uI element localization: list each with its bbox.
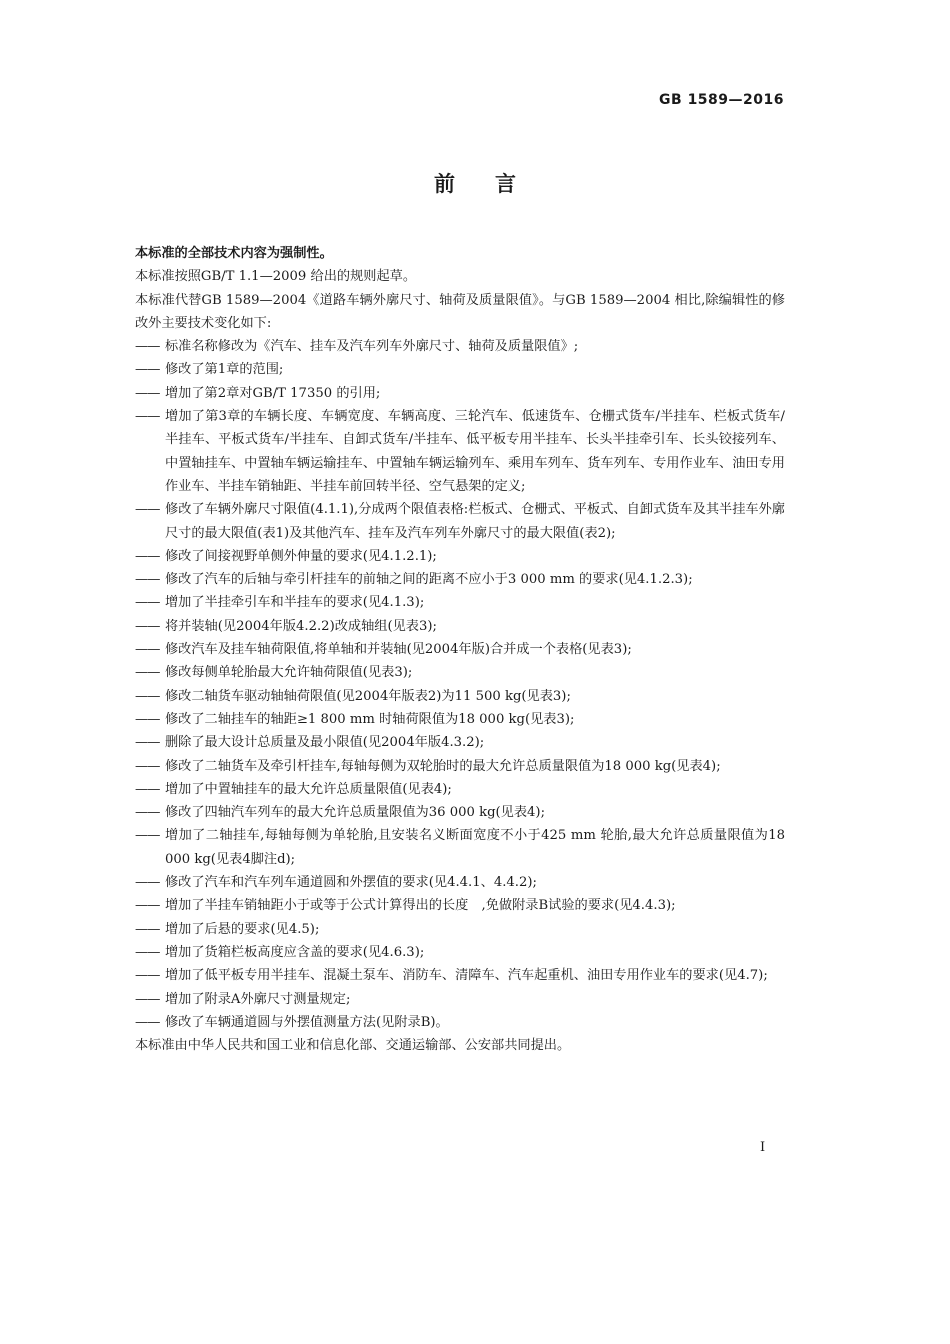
dash-marker: —— [135,572,160,588]
dash-marker: —— [135,385,160,401]
list-item [135,591,785,614]
list-item [135,335,785,358]
page-title: 前言 [434,172,556,196]
list-item [135,1011,785,1034]
list-item [135,988,785,1011]
list-item-text: 修改了车辆外廓尺寸限值(4.1.1),分成两个限值表格:栏板式、仓栅式、平板式、自卸式货车及其半挂车外廓尺寸的最大限值(表1)及其他汽车、挂车及汽车列车外廓尺寸的最大限值(表2); [165,502,785,541]
list-item [135,778,785,801]
dash-marker: —— [135,898,160,914]
list-item [135,615,785,638]
list-item [135,661,785,684]
dash-marker: —— [135,805,160,821]
dash-marker: —— [135,409,160,425]
dash-marker: —— [135,781,160,797]
list-item-text: 增加了第3章的车辆长度、车辆宽度、车辆高度、三轮汽车、低速货车、仓栅式货车/半挂车、栏板式货车/半挂车、平板式货车/半挂车、自卸式货车/半挂车、低平板专用半挂车、长头半挂牵引车、长头铰接列车、中置轴挂车、中置轴车辆运输挂车、中置轴车辆运输列车、乘用车列车、货车列车、专用作业车、油田专用作业车、半挂车销轴距、半挂车前回转半径、空气悬架的定义; [165,409,785,494]
dash-marker: —— [135,968,160,984]
list-item-text: 修改汽车及挂车轴荷限值,将单轴和并装轴(见2004年版)合并成一个表格(见表3); [165,642,632,658]
list-item-text: 增加了二轴挂车,每轴每侧为单轮胎,且安装名义断面宽度不小于425 mm 轮胎,最大允许总质量限值为18 000 kg(见表4脚注d); [165,828,785,867]
list-item [135,638,785,661]
list-item-text: 修改了间接视野单侧外伸量的要求(见4.1.2.1); [165,548,437,564]
drafting-rule-statement: 本标准按照GB/T 1.1—2009 给出的规则起草。 [135,269,417,285]
list-item [135,568,785,591]
list-item-text: 标准名称修改为《汽车、挂车及汽车列车外廓尺寸、轴荷及质量限值》; [165,339,579,355]
list-item-text: 增加了货箱栏板高度应含盖的要求(见4.6.3); [165,944,425,960]
list-item [135,871,785,894]
dash-marker: —— [135,711,160,727]
list-item [135,755,785,778]
foreword-body [135,242,785,1057]
list-item [135,731,785,754]
dash-marker: —— [135,1014,160,1030]
dash-marker: —— [135,642,160,658]
list-item [135,382,785,405]
dash-marker: —— [135,875,160,891]
dash-marker: —— [135,618,160,634]
list-item-text: 增加了半挂车销轴距小于或等于公式计算得出的长度 ,免做附录B试验的要求(见4.4.3); [165,898,676,914]
list-item-text: 修改了车辆通道圆与外摆值测量方法(见附录B)。 [165,1014,449,1030]
list-item [135,405,785,498]
dash-marker: —— [135,828,160,844]
list-item-text: 修改了二轴货车及牵引杆挂车,每轴每侧为双轮胎时的最大允许总质量限值为18 000 kg(见表4); [165,758,721,774]
list-item-text: 增加了半挂牵引车和半挂车的要求(见4.1.3); [165,595,425,611]
dash-marker: —— [135,921,160,937]
list-item [135,498,785,545]
list-item [135,545,785,568]
dash-marker: —— [135,502,160,518]
replacement-statement: 本标准代替GB 1589—2004《道路车辆外廓尺寸、轴荷及质量限值》。与GB 1589—2004 相比,除编辑性的修改外主要技术变化如下: [135,292,785,331]
list-item-text: 将并装轴(见2004年版4.2.2)改成轴组(见表3); [165,618,437,634]
list-item [135,918,785,941]
list-item-text: 修改每侧单轮胎最大允许轴荷限值(见表3); [165,665,413,681]
list-item [135,708,785,731]
proposer-statement: 本标准由中华人民共和国工业和信息化部、交通运输部、公安部共同提出。 [135,1038,571,1054]
dash-marker: —— [135,362,160,378]
list-item-text: 增加了第2章对GB/T 17350 的引用; [165,385,381,401]
list-item [135,894,785,917]
list-item-text: 删除了最大设计总质量及最小限值(见2004年版4.3.2); [165,735,485,751]
dash-marker: —— [135,339,160,355]
dash-marker: —— [135,665,160,681]
list-item-text: 修改了二轴挂车的轴距≥1 800 mm 时轴荷限值为18 000 kg(见表3); [165,711,575,727]
list-item [135,824,785,871]
list-item [135,941,785,964]
list-item [135,801,785,824]
list-item-text: 修改了汽车和汽车列车通道圆和外摆值的要求(见4.4.1、4.4.2); [165,875,537,891]
dash-marker: —— [135,548,160,564]
dash-marker: —— [135,688,160,704]
list-item-text: 修改了第1章的范围; [165,362,284,378]
dash-marker: —— [135,758,160,774]
page-number: I [760,1140,766,1155]
list-item-text: 增加了中置轴挂车的最大允许总质量限值(见表4); [165,781,452,797]
dash-marker: —— [135,735,160,751]
dash-marker: —— [135,944,160,960]
dash-marker: —— [135,595,160,611]
list-item-text: 修改了汽车的后轴与牵引杆挂车的前轴之间的距离不应小于3 000 mm 的要求(见4.1.2.3); [165,572,693,588]
dash-marker: —— [135,991,160,1007]
list-item [135,685,785,708]
list-item-text: 增加了低平板专用半挂车、混凝土泵车、消防车、清障车、汽车起重机、油田专用作业车的要求(见4.7); [165,968,768,984]
list-item-text: 增加了后悬的要求(见4.5); [165,921,320,937]
mandatory-statement: 本标准的全部技术内容为强制性。 [135,246,333,261]
list-item [135,964,785,987]
list-item-text: 修改二轴货车驱动轴轴荷限值(见2004年版表2)为11 500 kg(见表3); [165,688,571,704]
list-item [135,358,785,381]
standard-number: GB 1589—2016 [659,92,784,108]
changes-list [135,335,785,1034]
list-item-text: 修改了四轴汽车列车的最大允许总质量限值为36 000 kg(见表4); [165,805,546,821]
list-item-text: 增加了附录A外廓尺寸测量规定; [165,991,351,1007]
